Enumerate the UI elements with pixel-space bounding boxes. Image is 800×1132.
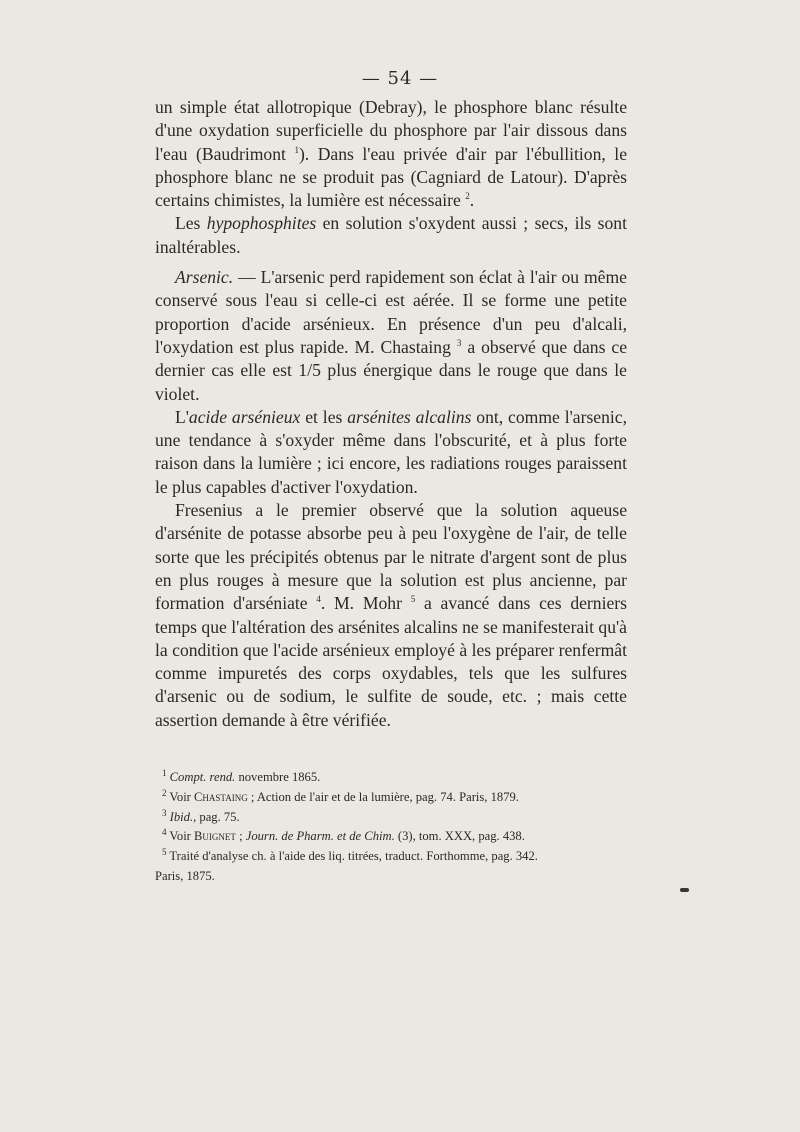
footnote-5-number: 5 — [162, 847, 167, 857]
footnote-ref-2: 2 — [465, 191, 470, 202]
footnote-2-text: ; Action de l'air et de la lumière, pag. 74. Paris, 1879. — [247, 789, 519, 804]
footnote-1-text: novembre 1865. — [235, 770, 321, 784]
p2-text-b: en solution s'oxydent aussi ; secs, ils sont inaltérables. — [155, 213, 627, 257]
footnote-3-text: , pag. 75. — [193, 809, 240, 824]
p5-text-a: Fresenius a le premier observé que la solution aqueuse d'arsénite de potasse absorbe peu à peu l'oxygène de l'air, de telle sorte que les précipités obtenus par le nitrate d'argent sont de plus en plus rouges à mesure que la solution est plus ancienne, par formation d'arséniate — [155, 500, 627, 614]
section-lead-arsenic: Arsenic. — [175, 267, 234, 288]
footnote-3-italic: Ibid. — [169, 809, 194, 824]
footnote-2 — [155, 788, 627, 808]
footnotes — [155, 768, 627, 887]
p4-italic-1: acide arsénieux — [188, 406, 301, 427]
p2-text-a: Les — [175, 213, 207, 234]
ink-speck — [680, 888, 689, 892]
footnote-ref-1: 1 — [294, 144, 299, 155]
page-number: — 54 — — [361, 68, 439, 89]
p5-text-c: a avancé dans ces derniers temps que l'altération des arsénites alcalins ne se manifesterait qu'à la condition que l'acide arsénieux employé à les préparer renfermât comme impuretés des corps oxydables, tels que les sulfures d'arsenic ou de sodium, le sulfite de soude, etc. ; mais cette assertion demande à être vérifiée. — [155, 593, 627, 730]
p1-text-b: ). Dans l'eau privée d'air par l'ébullition, le phosphore blanc ne se produit pas (Cagniard de Latour). D'après certains chimistes, la lumière est nécessaire — [155, 143, 628, 211]
footnote-4-author: Buignet — [194, 829, 236, 844]
p3-text-b: a observé que dans ce dernier cas elle est 1/5 plus énergique dans le rouge que dans le violet. — [155, 336, 628, 404]
footnote-1-number: 1 — [162, 767, 167, 778]
footnote-5-continuation: Paris, 1875. — [155, 868, 215, 883]
footnote-4-number: 4 — [162, 827, 167, 838]
footnote-3-number: 3 — [162, 807, 167, 818]
footnote-4-mid: ; — [235, 829, 246, 844]
footnote-4-italic: Journ. de Pharm. et de Chim. — [245, 829, 395, 844]
p4-text-b: et les — [300, 406, 348, 427]
p1-text-c: . — [469, 190, 475, 211]
paragraph-1 — [155, 96, 627, 212]
p3-text-a: — L'arsenic perd rapidement son éclat à l'air ou même conservé sous l'eau si celle-ci est aérée. Il se forme une petite proportion d'acide arsénieux. En présence d'un peu d'alcali, l'oxydation est plus rapide. M. Chastaing — [155, 267, 627, 357]
p2-italic: hypophosphites — [206, 213, 317, 234]
footnote-2-pre: Voir — [166, 789, 195, 804]
footnote-5-text: Traité d'analyse ch. à l'aide des liq. titrées, traduct. Forthomme, pag. 342. — [166, 849, 538, 864]
p1-text-a: un simple état allotropique (Debray), le phosphore blanc résulte d'une oxydation superficielle du phosphore par l'air dissous dans l'eau (Baudrimont — [155, 97, 627, 164]
paragraph-3 — [155, 266, 627, 406]
body-text — [155, 96, 627, 732]
footnote-4-pre: Voir — [166, 829, 195, 844]
footnote-ref-3: 3 — [456, 338, 462, 349]
footnote-4 — [155, 827, 627, 847]
footnote-5 — [155, 847, 627, 867]
p4-text-c: ont, comme l'arsenic, une tendance à s'oxyder même dans l'obscurité, et à plus forte raison dans la lumière ; ici encore, les radiations rouges paraissent le plus capables d'activer l'oxydation. — [155, 406, 628, 497]
paragraph-4 — [155, 406, 627, 499]
footnote-4-text: (3), tom. XXX, pag. 438. — [394, 829, 525, 844]
footnote-ref-4: 4 — [316, 594, 321, 605]
footnote-ref-5: 5 — [410, 594, 416, 605]
footnote-1-italic: Compt. rend. — [169, 770, 236, 784]
footnote-2-number: 2 — [162, 787, 167, 798]
footnote-2-author: Chastaing — [194, 789, 248, 804]
paragraph-2 — [155, 212, 627, 259]
footnote-3 — [155, 808, 627, 828]
p5-text-b: . M. Mohr — [320, 593, 411, 614]
p4-text-a: L' — [175, 406, 189, 427]
p4-italic-2: arsénites alcalins — [347, 406, 472, 427]
paragraph-5 — [155, 499, 627, 732]
footnote-1 — [155, 768, 627, 788]
